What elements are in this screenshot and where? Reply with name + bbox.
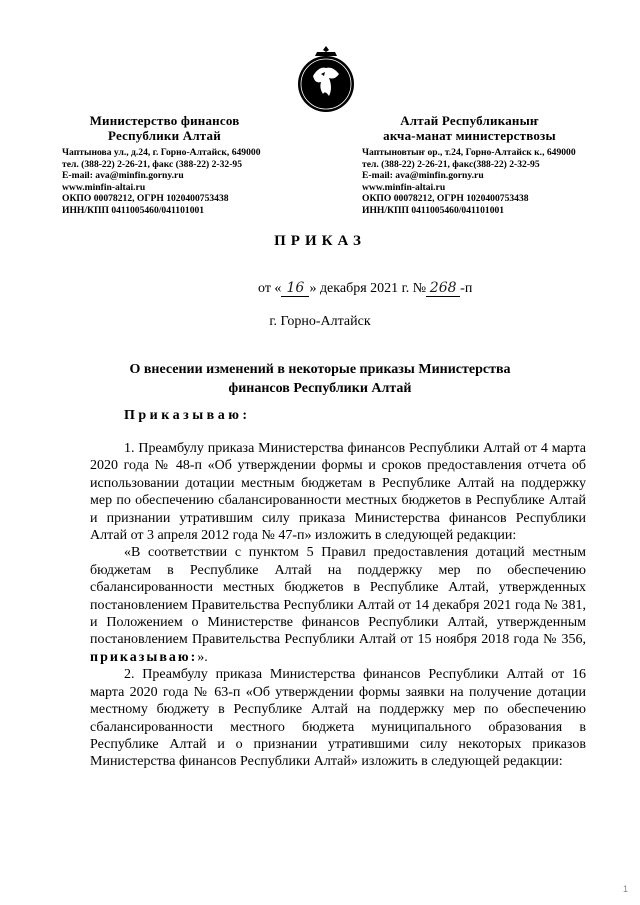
order-number-suffix: -п [460, 281, 473, 296]
order-body [90, 440, 586, 771]
inn-kpp-alt: ИНН/КПП 0411005460/041101001 [362, 204, 505, 216]
inn-kpp-ru: ИНН/КПП 0411005460/041101001 [62, 204, 205, 216]
ministry-header-altai [362, 113, 632, 216]
paragraph-2-decree: приказываю: [90, 649, 198, 665]
ministry-header-russian [62, 113, 322, 216]
order-date-prefix: от « [258, 281, 282, 296]
ministry-name-ru-line1: Министерство финансов [89, 113, 240, 128]
email-alt: E-mail: ava@minfin.gorny.ru [362, 170, 484, 181]
paragraph-2-text: «В соответствии с пунктом 5 Правил предоставления дотаций местным бюджетам в Республике Алтай на поддержку мер по обеспечению сбалансированности местных бюджетов в Республике Алтай, утвержденных постановлением Правительства Республики Алтай от 14 декабря 2021 года № 381, и Положением о Министерстве финансов Республики Алтай, утвержденным постановлением Правительства Республики Алтай от 15 ноября 2018 года № 356, [90, 545, 586, 648]
decree-word: Приказываю: [124, 408, 251, 423]
phone-ru: тел. (388-22) 2-26-21, факс (388-22) 2-32-95 [62, 158, 243, 170]
ministry-name-alt-line2: акча-манат министерствозы [383, 128, 556, 143]
city-line: г. Горно-Алтайск [269, 314, 371, 329]
order-subject: О внесении изменений в некоторые приказы Министерства финансов Республики Алтай [129, 362, 511, 396]
page-corner-mark: 1 [623, 884, 629, 894]
phone-alt: тел. (388-22) 2-26-21, факс(388-22) 2-32-95 [362, 158, 540, 170]
email-ru: E-mail: ava@minfin.gorny.ru [62, 170, 184, 181]
paragraph-2-end: ». [197, 649, 208, 665]
order-date-suffix: » декабря 2021 г. № [309, 281, 427, 296]
website-ru: www.minfin-altai.ru [62, 181, 146, 193]
order-date-number [258, 280, 472, 297]
order-number-handwritten: 268 [426, 280, 460, 297]
okpo-ogrn-alt: ОКПО 00078212, ОГРН 1020400753438 [362, 193, 529, 204]
paragraph-1: 1. Преамбулу приказа Министерства финансов Республики Алтай от 4 марта 2020 года № 48-п «Об утверждении формы и сроков предоставления отчета об использовании дотации местным бюджетам в Республике Алтай на поддержку мер по обеспечению сбалансированности местных бюджетов в Республике Алтай и признании утратившим силу приказа Министерства финансов Республики Алтай от 3 апреля 2012 года № 47-п» изложить в следующей редакции: [90, 441, 586, 544]
paragraph-2 [90, 544, 586, 666]
paragraph-3: 2. Преамбулу приказа Министерства финансов Республики Алтай от 16 марта 2020 года № 63-п «Об утверждении формы заявки на получение дотации местному бюджету в Республике Алтай на поддержку мер по обеспечению сбалансированности местного бюджета муниципального образования в Республике Алтай и о признании утратившими силу некоторых приказов Министерства финансов Республики Алтай» изложить в следующей редакции: [90, 667, 586, 770]
okpo-ogrn-ru: ОКПО 00078212, ОГРН 1020400753438 [62, 193, 229, 204]
ministry-name-alt-line1: Алтай Республиканыҥ [400, 113, 539, 128]
ministry-name-ru-line2: Республики Алтай [108, 128, 221, 143]
order-title: ПРИКАЗ [274, 233, 366, 249]
address-alt: Чаптыновтыҥ ор., т.24, Горно-Алтайск к., 649000 [362, 147, 576, 158]
address-ru: Чаптынова ул., д.24, г. Горно-Алтайск, 649000 [62, 147, 261, 158]
website-alt: www.minfin-altai.ru [362, 181, 446, 193]
republic-emblem-icon [295, 44, 357, 114]
order-day-handwritten: 16 [281, 280, 309, 297]
